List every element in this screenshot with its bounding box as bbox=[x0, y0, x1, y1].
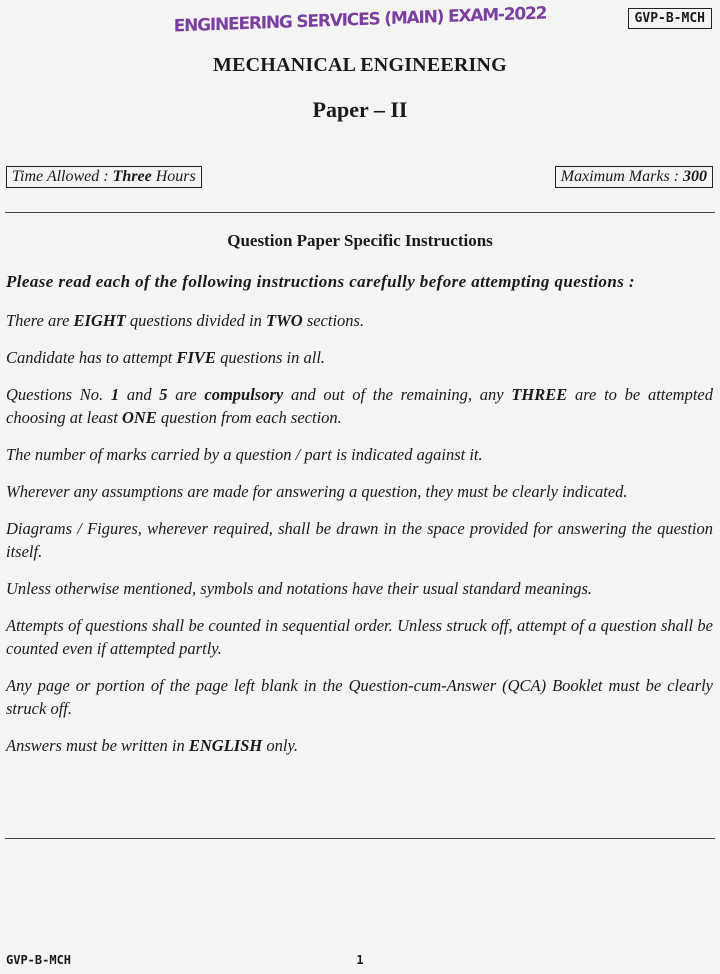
instruction-item: Candidate has to attempt FIVE questions in all. bbox=[6, 348, 326, 367]
instruction-item: Wherever any assumptions are made for answering a question, they must be clearly indicated. bbox=[6, 482, 628, 501]
instruction-item: There are EIGHT questions divided in TWO sections. bbox=[6, 311, 365, 330]
page-number: 1 bbox=[356, 953, 364, 967]
bottom-divider bbox=[5, 838, 715, 839]
instructions-lead: Please read each of the following instructions carefully before attempting questions : bbox=[6, 272, 635, 291]
instruction-item: Questions No. 1 and 5 are compulsory and out of the remaining, any THREE are to be attempted choosing at least ONE question from each section. bbox=[6, 385, 714, 427]
instruction-item: The number of marks carried by a question / part is indicated against it. bbox=[6, 445, 483, 464]
instruction-item: Attempts of questions shall be counted in sequential order. Unless struck off, attempt of a question shall be counted even if attempted partly. bbox=[6, 616, 713, 658]
marks-label: Maximum Marks : bbox=[560, 168, 683, 185]
footer-paper-code: GVP-B-MCH bbox=[6, 953, 72, 967]
time-unit: Hours bbox=[151, 168, 196, 185]
subject-title: MECHANICAL ENGINEERING bbox=[213, 54, 507, 76]
time-allowed-box bbox=[6, 166, 202, 188]
top-divider bbox=[5, 212, 715, 213]
exam-banner: ENGINEERING SERVICES (MAIN) EXAM-2022 bbox=[173, 3, 547, 37]
time-label: Time Allowed : bbox=[12, 168, 113, 185]
marks-value: 300 bbox=[683, 168, 707, 185]
time-value: Three bbox=[112, 168, 152, 185]
maximum-marks-box bbox=[555, 166, 713, 188]
instruction-item: Unless otherwise mentioned, symbols and notations have their usual standard meanings. bbox=[6, 579, 593, 598]
paper-code-box: GVP-B-MCH bbox=[628, 8, 712, 29]
instruction-item: Any page or portion of the page left blank in the Question-cum-Answer (QCA) Booklet must be clearly struck off. bbox=[6, 676, 713, 718]
instruction-item: Diagrams / Figures, wherever required, shall be drawn in the space provided for answering the question itself. bbox=[6, 519, 713, 561]
instructions-list bbox=[6, 270, 713, 771]
instruction-item: Answers must be written in ENGLISH only. bbox=[6, 736, 298, 755]
paper-number: Paper – II bbox=[312, 97, 408, 122]
instructions-heading: Question Paper Specific Instructions bbox=[227, 231, 493, 250]
